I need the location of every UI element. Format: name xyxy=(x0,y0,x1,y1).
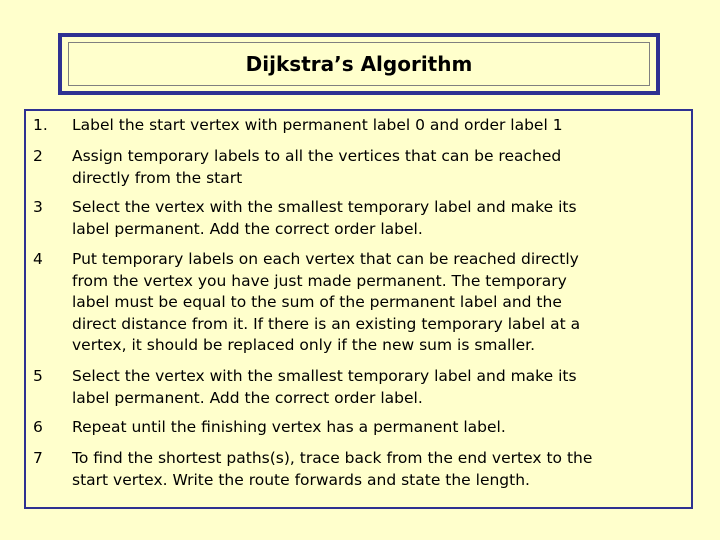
step-number: 4 xyxy=(33,250,43,268)
step-text: Repeat until the finishing vertex has a permanent label. xyxy=(72,418,506,436)
step-text: To find the shortest paths(s), trace back from the end vertex to the start vertex. Write the route forwards and state the length. xyxy=(72,449,593,489)
step-number: 7 xyxy=(33,449,43,467)
step-text: Put temporary labels on each vertex that can be reached directly from the vertex you have just made permanent. The temporary label must be equal to the sum of the permanent label and the direct distance from it. If there is an existing temporary label at a vertex, it should be replaced only if the new sum is smaller. xyxy=(72,250,581,354)
step-text: Assign temporary labels to all the vertices that can be reached directly from the start xyxy=(72,147,562,187)
steps-list xyxy=(24,109,693,509)
step-text: Select the vertex with the smallest temporary label and make its label permanent. Add the correct order label. xyxy=(72,198,577,238)
step-number: 2 xyxy=(33,147,43,165)
step-text: Label the start vertex with permanent label 0 and order label 1 xyxy=(72,116,563,134)
step-number: 5 xyxy=(33,367,43,385)
page-title: Dijkstra’s Algorithm xyxy=(68,42,650,86)
title-box xyxy=(58,33,660,95)
step-text: Select the vertex with the smallest temporary label and make its label permanent. Add the correct order label. xyxy=(72,367,577,407)
step-number: 3 xyxy=(33,198,43,216)
step-number: 1. xyxy=(33,116,48,134)
step-number: 6 xyxy=(33,418,43,436)
